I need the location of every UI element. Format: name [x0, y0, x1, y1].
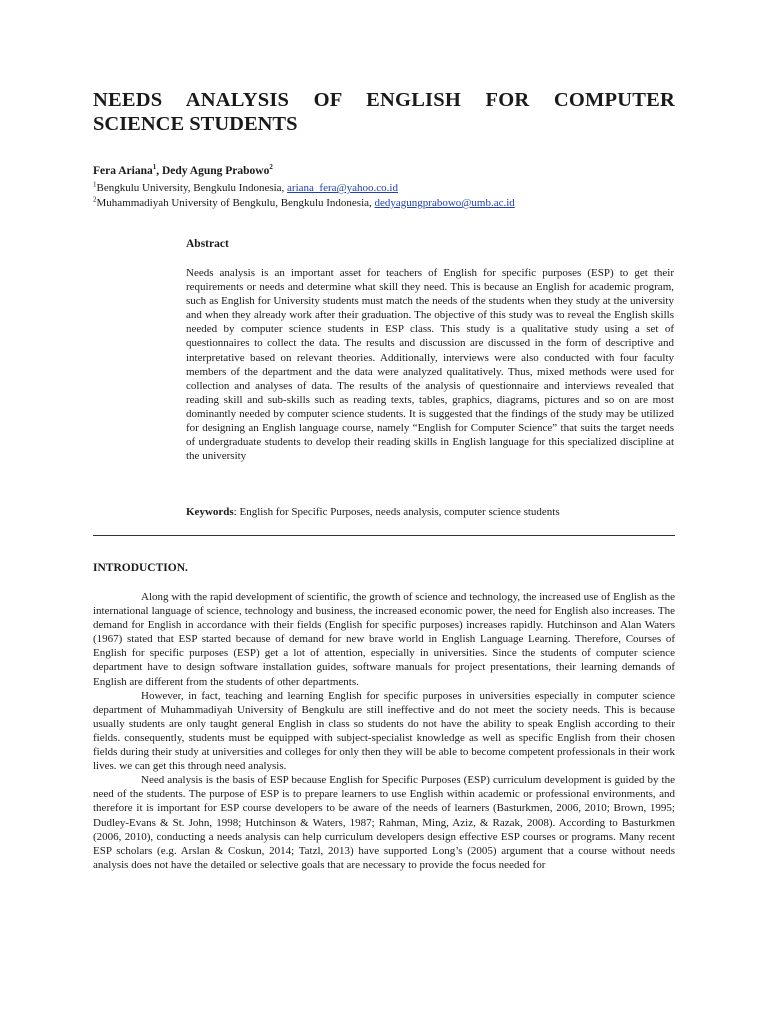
affiliation-2-text: Muhammadiyah University of Bengkulu, Bengkulu Indonesia,	[96, 197, 375, 209]
affiliation-2	[93, 197, 515, 209]
author-line	[93, 165, 273, 177]
paper-title-line-1: NEEDS ANALYSIS OF ENGLISH FOR COMPUTER	[93, 89, 675, 111]
introduction-body	[93, 590, 675, 872]
affiliation-2-email-link[interactable]: dedyagungprabowo@umb.ac.id	[374, 197, 515, 209]
intro-paragraph-3: Need analysis is the basis of ESP because English for Specific Purposes (ESP) curriculum development is guided by the need of the students. The purpose of ESP is to prepare learners to use English within academic or professional environments, and therefore it is important for ESP course developers to be aware of the needs of learners (Basturkmen, 2006, 2010; Brown, 1995; Dudley-Evans & St. John, 1998; Hutchinson & Waters, 1987; Rahman, Ming, Aziz, & Razak, 2008). According to Basturkmen (2006, 2010), conducting a needs analysis can help curriculum developers design effective ESP courses or programs. Many recent ESP scholars (e.g. Arslan & Coskun, 2014; Tatzl, 2013) have supported Long’s (2005) argument that a course without needs analysis does not have the detailed or selective goals that are necessary to provide the focus needed for	[93, 774, 675, 871]
affiliation-1-email-link[interactable]: ariana_fera@yahoo.co.id	[287, 182, 398, 194]
abstract-text: Needs analysis is an important asset for teachers of English for specific purposes (ESP) to get their requirements or needs and determine what skill they need. This is because an English for academic program, such as English for University students must match the needs of the students when they study at the university and when they already work after their graduation. The objective of this study was to reveal the English skills needed by computer science students in ESP class. This study is a qualitative study using a set of questionnaires to collect the data. The results and discussion are discussed in the form of descriptive and interpretative based on relevant theories. Additionally, interviews were also conducted with four faculty members of the department and the data were analyzed qualitatively. Thus, mixed methods were used for collection and analyses of data. The results of the analysis of questionnaire and interviews revealed that reading skill and sub-skills such as reading texts, tables, graphics, diagrams, pictures and so on are most dominantly needed by computer science students. It is suggested that the findings of the study may be utilized for designing an English language course, namely “English for Computer Science” that suits the target needs of undergraduate students to develop their reading skills in English language for this specialized discipline at the university	[186, 267, 674, 463]
author-1-superscript: 1	[152, 163, 157, 172]
affiliation-1	[93, 182, 398, 194]
author-separator: ,	[156, 165, 162, 177]
author-2-name: Dedy Agung Prabowo	[161, 165, 270, 177]
keywords-line	[186, 506, 560, 518]
intro-paragraph-2: However, in fact, teaching and learning English for specific purposes in universities especially in computer science department of Muhammadiyah University of Bengkulu are still ineffective and do not meet the society needs. This is because usually students are only taught general English in class so students do not have the ability to speak English according to their fields. consequently, students must be equipped with subject-specialist knowledge as well as specific English from their chosen fields during their study at universities and colleges for only then they will be able to become competent professionals in their work lives. we can get this through need analysis.	[93, 689, 675, 773]
author-1-name: Fera Ariana	[93, 165, 153, 177]
abstract-heading: Abstract	[186, 238, 229, 250]
paper-title-line-2: SCIENCE STUDENTS	[93, 113, 298, 135]
section-divider	[93, 535, 675, 536]
affiliation-2-superscript: 2	[93, 195, 97, 204]
keywords-text: : English for Specific Purposes, needs analysis, computer science students	[233, 506, 560, 518]
affiliation-1-superscript: 1	[93, 180, 97, 189]
keywords-label: Keywords	[186, 506, 234, 518]
introduction-heading: INTRODUCTION.	[93, 562, 188, 574]
affiliation-1-text: Bengkulu University, Bengkulu Indonesia,	[96, 182, 288, 194]
author-2-superscript: 2	[269, 163, 273, 172]
intro-paragraph-1: Along with the rapid development of scientific, the growth of science and technology, the increased use of English as the international language of science, technology and business, the increased economic power, the need for English also increases. The demand for English in accordance with their fields (English for specific purposes) increases rapidly. Hutchinson and Alan Waters (1967) stated that ESP started because of demand for new brave world in English Language Learning. Therefore, Courses of English for specific purposes (ESP) get a lot of attention, especially in universities. Since the students of computer science department have to design software installation guides, software manuals for project presentations, their learning demands of English are different from the students of other departments.	[93, 591, 675, 688]
